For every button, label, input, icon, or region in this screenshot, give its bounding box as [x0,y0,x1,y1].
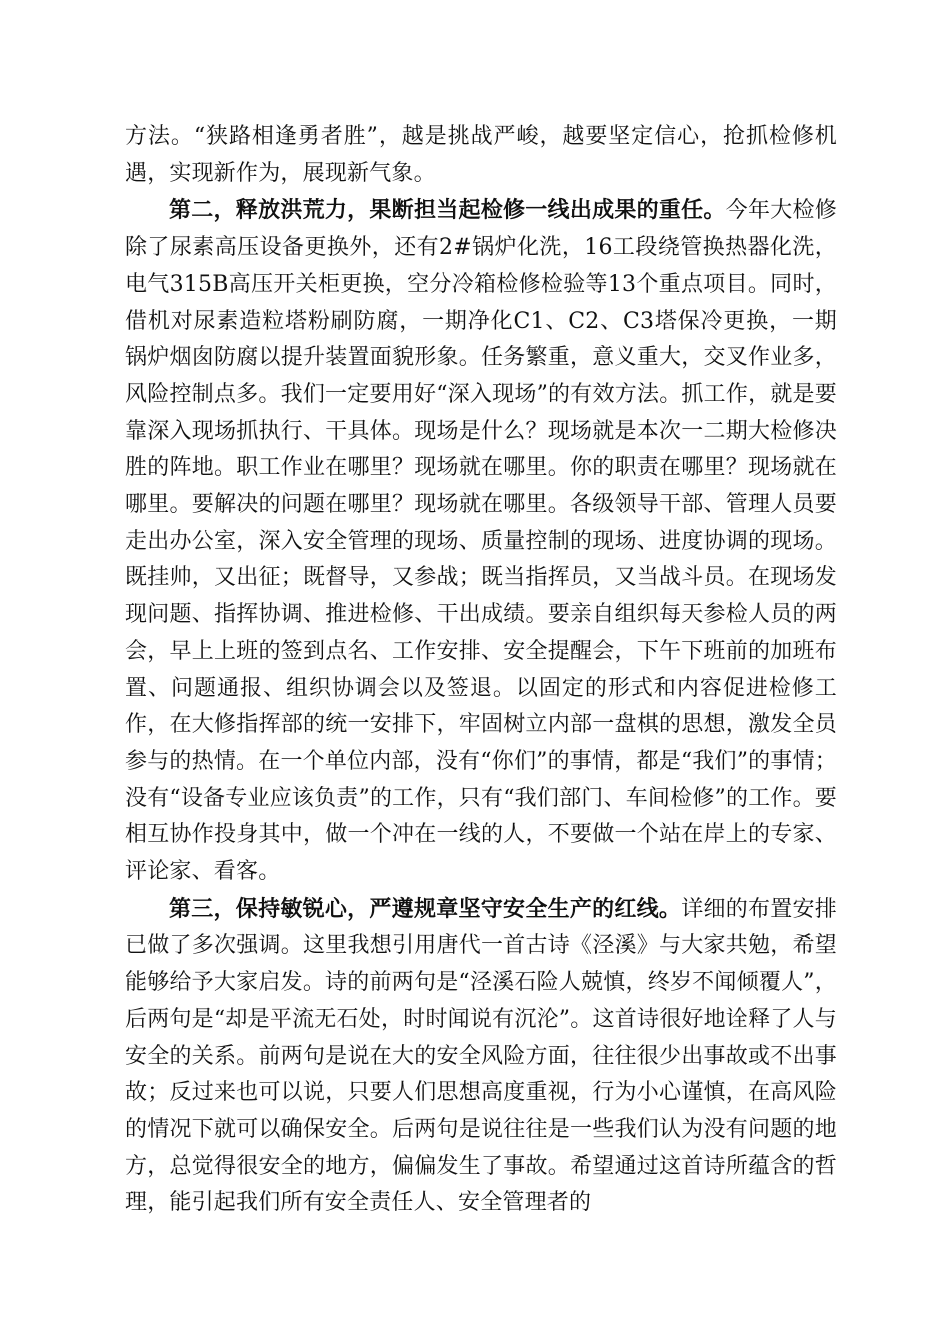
document-page [125,118,837,1222]
paragraph-2-body: 今年大检修除了尿素高压设备更换外，还有2#锅炉化洗，16工段绕管换热器化洗，电气315B高压开关柜更换，空分冷箱检修检验等13个重点项目。同时，借机对尿素造粒塔粉刷防腐，一期净化C1、C2、C3塔保冷更换，一期锅炉烟囱防腐以提升装置面貌形象。任务繁重，意义重大，交叉作业多，风险控制点多。我们一定要用好“深入现场”的有效方法。抓工作，就是要靠深入现场抓执行、干具体。现场是什么？现场就是本次一二期大检修决胜的阵地。职工作业在哪里？现场就在哪里。你的职责在哪里？现场就在哪里。要解决的问题在哪里？现场就在哪里。各级领导干部、管理人员要走出办公室，深入安全管理的现场、质量控制的现场、进度协调的现场。既挂帅，又出征；既督导，又参战；既当指挥员，又当战斗员。在现场发现问题、指挥协调、推进检修、干出成绩。要亲自组织每天参检人员的两会，早上上班的签到点名、工作安排、安全提醒会，下午下班前的加班布置、问题通报、组织协调会以及签退。以固定的形式和内容促进检修工作，在大修指挥部的统一安排下，牢固树立内部一盘棋的思想，激发全员参与的热情。在一个单位内部，没有“你们”的事情，都是“我们”的事情；没有“设备专业应该负责”的工作，只有“我们部门、车间检修”的工作。要相互协作投身其中，做一个冲在一线的人，不要做一个站在岸上的专家、评论家、看客。 [125,198,837,885]
paragraph-1 [125,118,837,192]
paragraph-3 [125,891,837,1222]
paragraph-2-lead: 第二，释放洪荒力，果断担当起检修一线出成果的重任。 [169,197,726,224]
paragraph-1-body: 方法。“狭路相逢勇者胜”，越是挑战严峻，越要坚定信心，抢抓检修机遇，实现新作为，展现新气象。 [125,124,837,186]
paragraph-3-lead: 第三，保持敏锐心，严遵规章坚守安全生产的红线。 [169,895,682,922]
paragraph-2 [125,192,837,890]
paragraph-3-body: 详细的布置安排已做了多次强调。这里我想引用唐代一首古诗《泾溪》与大家共勉，希望能够给予大家启发。诗的前两句是“泾溪石险人兢慎，终岁不闻倾覆人”，后两句是“却是平流无石处，时时闻说有沉沦”。这首诗很好地诠释了人与安全的关系。前两句是说在大的安全风险方面，往往很少出事故或不出事故；反过来也可以说，只要人们思想高度重视，行为小心谨慎，在高风险的情况下就可以确保安全。后两句是说往往是一些我们认为没有问题的地方，总觉得很安全的地方，偏偏发生了事故。希望通过这首诗所蕴含的哲理，能引起我们所有安全责任人、安全管理者的 [125,896,837,1216]
